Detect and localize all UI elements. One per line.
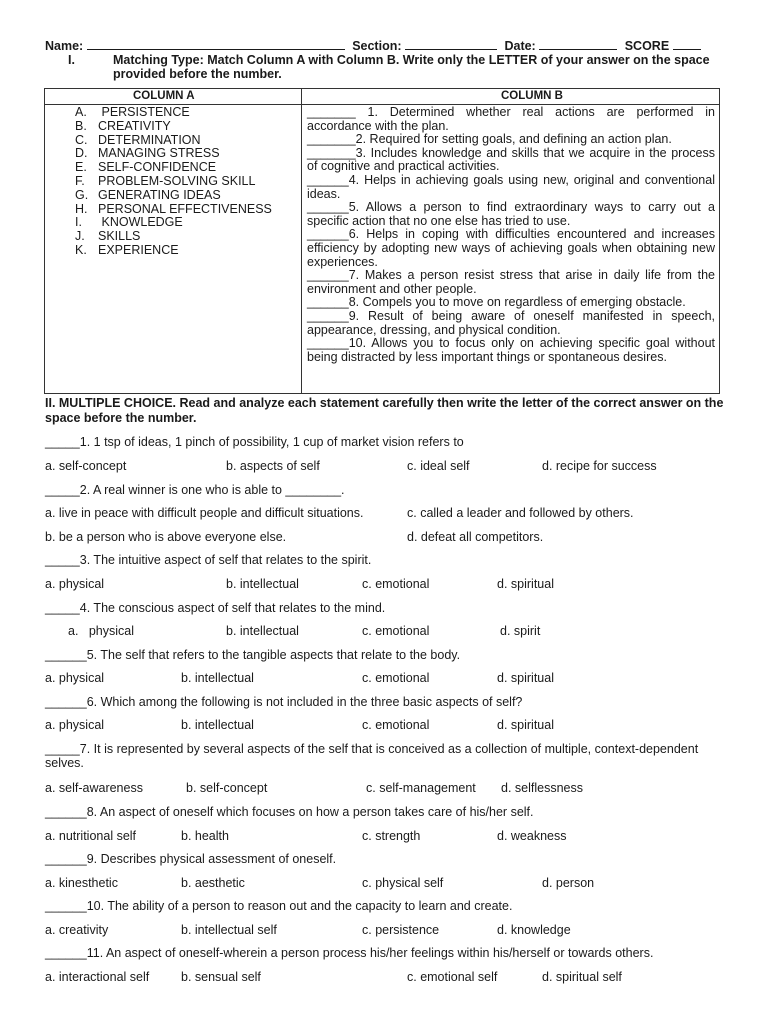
matching-table-header <box>45 89 719 105</box>
option-4c: c. emotional <box>362 624 430 638</box>
option-3a: a. physical <box>45 577 105 591</box>
option-10c: c. persistence <box>362 923 440 937</box>
question-6: ______6. Which among the following is not included in the three basic aspects of self? <box>45 695 523 709</box>
option-6a: a. physical <box>45 718 105 732</box>
question-11: ______11. An aspect of oneself-wherein a person process his/her feelings within his/herself or towards others. <box>45 946 654 960</box>
score-field[interactable] <box>673 38 701 50</box>
column-a-item: K. EXPERIENCE <box>75 242 179 257</box>
column-a-item: G. GENERATING IDEAS <box>75 187 221 202</box>
name-label: Name: <box>45 39 84 53</box>
section-field[interactable] <box>405 38 497 50</box>
option-7b: b. self-concept <box>186 781 268 795</box>
option-10d: d. knowledge <box>497 923 571 937</box>
option-10b: b. intellectual self <box>181 923 277 937</box>
date-field[interactable] <box>539 38 617 50</box>
column-a-item: E. SELF-CONFIDENCE <box>75 160 217 175</box>
column-b-item: _______ 1. Determined whether real actions are performed in accordance with the plan. <box>307 105 715 133</box>
question-3: _____3. The intuitive aspect of self that relates to the spirit. <box>45 553 372 567</box>
section-label: Section: <box>352 39 402 53</box>
option-10a: a. creativity <box>45 923 109 937</box>
date-label: Date: <box>504 39 536 53</box>
column-a-item: B. CREATIVITY <box>75 118 171 133</box>
column-a-item: A. PERSISTENCE <box>75 105 190 119</box>
option-9b: b. aesthetic <box>181 876 245 890</box>
option-8d: d. weakness <box>497 829 567 843</box>
question-8: ______8. An aspect of oneself which focuses on how a person takes care of his/her self. <box>45 805 534 819</box>
score-label: SCORE <box>624 39 670 53</box>
column-b-item: ______8. Compels you to move on regardless of emerging obstacle. <box>307 295 686 310</box>
option-9a: a. kinesthetic <box>45 876 118 890</box>
question-7: _____7. It is represented by several aspects of the self that is conceived as a collection of multiple, context-dependent selves. <box>45 742 699 770</box>
option-7c: c. self-management <box>366 781 476 795</box>
column-a-item: F. PROBLEM-SOLVING SKILL <box>75 173 256 188</box>
question-4: _____4. The conscious aspect of self that relates to the mind. <box>45 601 386 615</box>
option-4a: a. physical <box>68 624 135 638</box>
column-b-item: ______6. Helps in coping with difficulties encountered and increases efficiency by adopting new ways of achieving goals when obtaining new experiences. <box>307 227 715 269</box>
option-2c: c. called a leader and followed by others. <box>407 506 634 520</box>
option-3b: b. intellectual <box>226 577 299 591</box>
option-1c: c. ideal self <box>407 459 470 473</box>
option-7a: a. self-awareness <box>45 781 143 795</box>
column-a-header: COLUMN A <box>133 90 195 102</box>
part2-instruction: II. MULTIPLE CHOICE. Read and analyze each statement carefully then write the letter of the correct answer on the space before the number. <box>45 396 724 425</box>
option-5c: c. emotional <box>362 671 430 685</box>
option-3d: d. spiritual <box>497 577 554 591</box>
option-2b: b. be a person who is above everyone else. <box>45 530 287 544</box>
option-11d: d. spiritual self <box>542 970 622 984</box>
column-b-item: _______3. Includes knowledge and skills that we acquire in the process of cognitive and practical activities. <box>307 145 715 174</box>
column-b-item: ______9. Result of being aware of oneself manifested in speech, appearance, dressing, and physical condition. <box>307 308 715 337</box>
option-2d: d. defeat all competitors. <box>407 530 544 544</box>
option-11b: b. sensual self <box>181 970 261 984</box>
part1-numeral: I. <box>68 53 75 67</box>
question-9: ______9. Describes physical assessment of oneself. <box>45 852 337 866</box>
option-6d: d. spiritual <box>497 718 554 732</box>
option-5b: b. intellectual <box>181 671 254 685</box>
option-9d: d. person <box>542 876 595 890</box>
column-b-item: ______7. Makes a person resist stress that arise in daily life from the environment and other people. <box>307 268 715 296</box>
option-6c: c. emotional <box>362 718 430 732</box>
column-a-item: C. DETERMINATION <box>75 132 201 147</box>
option-6b: b. intellectual <box>181 718 254 732</box>
option-11a: a. interactional self <box>45 970 150 984</box>
question-2: _____2. A real winner is one who is able to ________. <box>45 483 345 497</box>
header-line <box>45 38 701 53</box>
question-10: ______10. The ability of a person to reason out and the capacity to learn and create. <box>45 899 513 913</box>
option-8b: b. health <box>181 829 229 843</box>
column-b-item: ______5. Allows a person to find extraordinary ways to carry out a specific action that no one else has tried to use. <box>307 200 715 228</box>
option-5d: d. spiritual <box>497 671 554 685</box>
column-b-item: ______4. Helps in achieving goals using new, original and conventional ideas. <box>307 172 715 201</box>
option-2a: a. live in peace with difficult people and difficult situations. <box>45 506 364 520</box>
column-a-item: J. SKILLS <box>75 229 141 244</box>
column-b-list <box>307 106 715 364</box>
option-5a: a. physical <box>45 671 105 685</box>
option-8c: c. strength <box>362 829 421 843</box>
option-11c: c. emotional self <box>407 970 498 984</box>
column-b-item: _______2. Required for setting goals, and defining an action plan. <box>307 132 672 147</box>
column-b-header: COLUMN B <box>501 90 563 102</box>
column-a-item: H. PERSONAL EFFECTIVENESS <box>75 201 272 216</box>
matching-table <box>44 88 720 394</box>
part1-instruction: Matching Type: Match Column A with Column B. Write only the LETTER of your answer on the space provided before the number. <box>113 53 710 81</box>
question-5: ______5. The self that refers to the tangible aspects that relate to the body. <box>45 648 461 662</box>
column-divider <box>301 89 302 393</box>
column-a-list <box>75 106 272 258</box>
option-9c: c. physical self <box>362 876 444 890</box>
option-8a: a. nutritional self <box>45 829 137 843</box>
column-b-item: ______10. Allows you to focus only on achieving specific goal without being distracted by less important things or spontaneous desires. <box>307 336 715 364</box>
option-1d: d. recipe for success <box>542 459 657 473</box>
question-1: _____1. 1 tsp of ideas, 1 pinch of possibility, 1 cup of market vision refers to <box>45 435 464 449</box>
option-1a: a. self-concept <box>45 459 127 473</box>
option-4b: b. intellectual <box>226 624 299 638</box>
column-a-item: D. MANAGING STRESS <box>75 146 220 161</box>
option-3c: c. emotional <box>362 577 430 591</box>
option-1b: b. aspects of self <box>226 459 320 473</box>
name-field[interactable] <box>87 38 345 50</box>
column-a-item: I. KNOWLEDGE <box>75 215 183 230</box>
option-4d: d. spirit <box>500 624 541 638</box>
option-7d: d. selflessness <box>501 781 583 795</box>
